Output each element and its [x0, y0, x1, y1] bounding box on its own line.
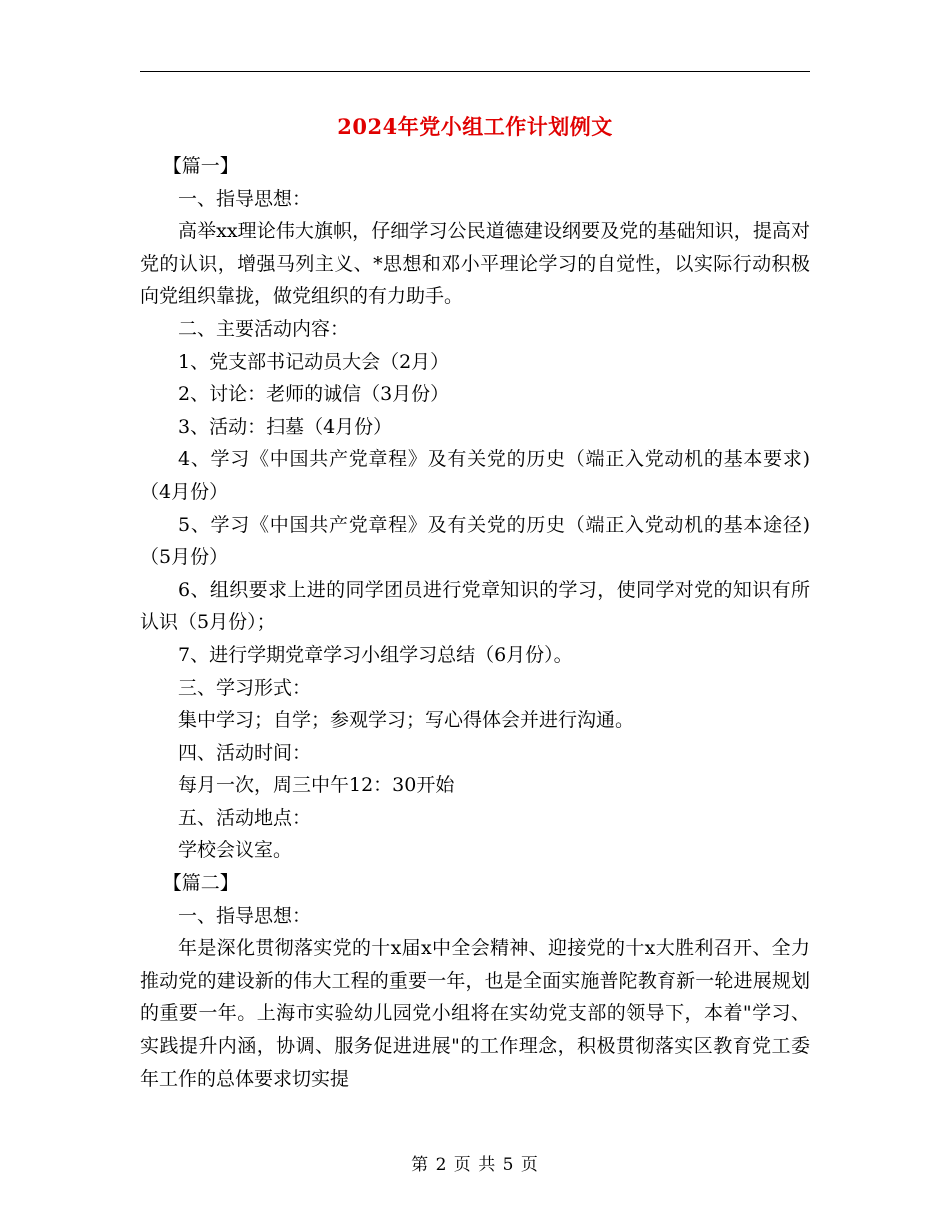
paragraph: 4、学习《中国共产党章程》及有关党的历史（端正入党动机的基本要求)（4月份）	[140, 448, 810, 503]
paragraph: 集中学习；自学；参观学习；写心得体会并进行沟通。	[178, 709, 635, 732]
section-heading: 【篇二】	[162, 872, 239, 895]
paragraph: 2、讨论：老师的诚信（3月份）	[178, 383, 450, 406]
paragraph: 三、学习形式：	[178, 676, 312, 699]
paragraph: 3、活动：扫墓（4月份）	[178, 415, 393, 438]
paragraph: 每月一次，周三中午12：30开始	[178, 774, 455, 797]
section-heading: 【篇一】	[162, 155, 239, 177]
document-body	[140, 150, 810, 1095]
paragraph: 五、活动地点：	[178, 806, 312, 829]
paragraph: 7、进行学期党章学习小组学习总结（6月份）。	[178, 643, 573, 666]
paragraph: 学校会议室。	[178, 839, 293, 862]
header-rule	[140, 71, 810, 72]
paragraph: 年是深化贯彻落实党的十x届x中全会精神、迎接党的十x大胜利召开、全力推动党的建设新的伟大工程的重要一年，也是全面实施普陀教育新一轮进展规划的重要一年。上海市实验幼儿园党小组将在实幼党支部的领导下，本着"学习、实践提升内涵，协调、服务促进进展"的工作理念，积极贯彻落实区教育党工委年工作的总体要求切实提	[140, 937, 810, 1090]
paragraph: 二、主要活动内容：	[178, 317, 350, 340]
paragraph: 5、学习《中国共产党章程》及有关党的历史（端正入党动机的基本途径)（5月份）	[140, 513, 810, 569]
page-footer: 第 2 页 共 5 页	[411, 1155, 539, 1175]
paragraph: 一、指导思想：	[178, 904, 312, 927]
paragraph: 1、党支部书记动员大会（2月）	[178, 350, 450, 373]
document-title: 2024年党小组工作计划例文	[337, 114, 613, 139]
paragraph: 四、活动时间：	[178, 741, 312, 764]
paragraph: 6、组织要求上进的同学团员进行党章知识的学习，使同学对党的知识有所认识（5月份）；	[140, 578, 810, 634]
paragraph: 高举xx理论伟大旗帜，仔细学习公民道德建设纲要及党的基础知识，提高对党的认识，增强马列主义、*思想和邓小平理论学习的自觉性，以实际行动积极向党组织靠拢，做党组织的有力助手。	[140, 220, 810, 308]
paragraph: 一、指导思想：	[178, 187, 312, 210]
